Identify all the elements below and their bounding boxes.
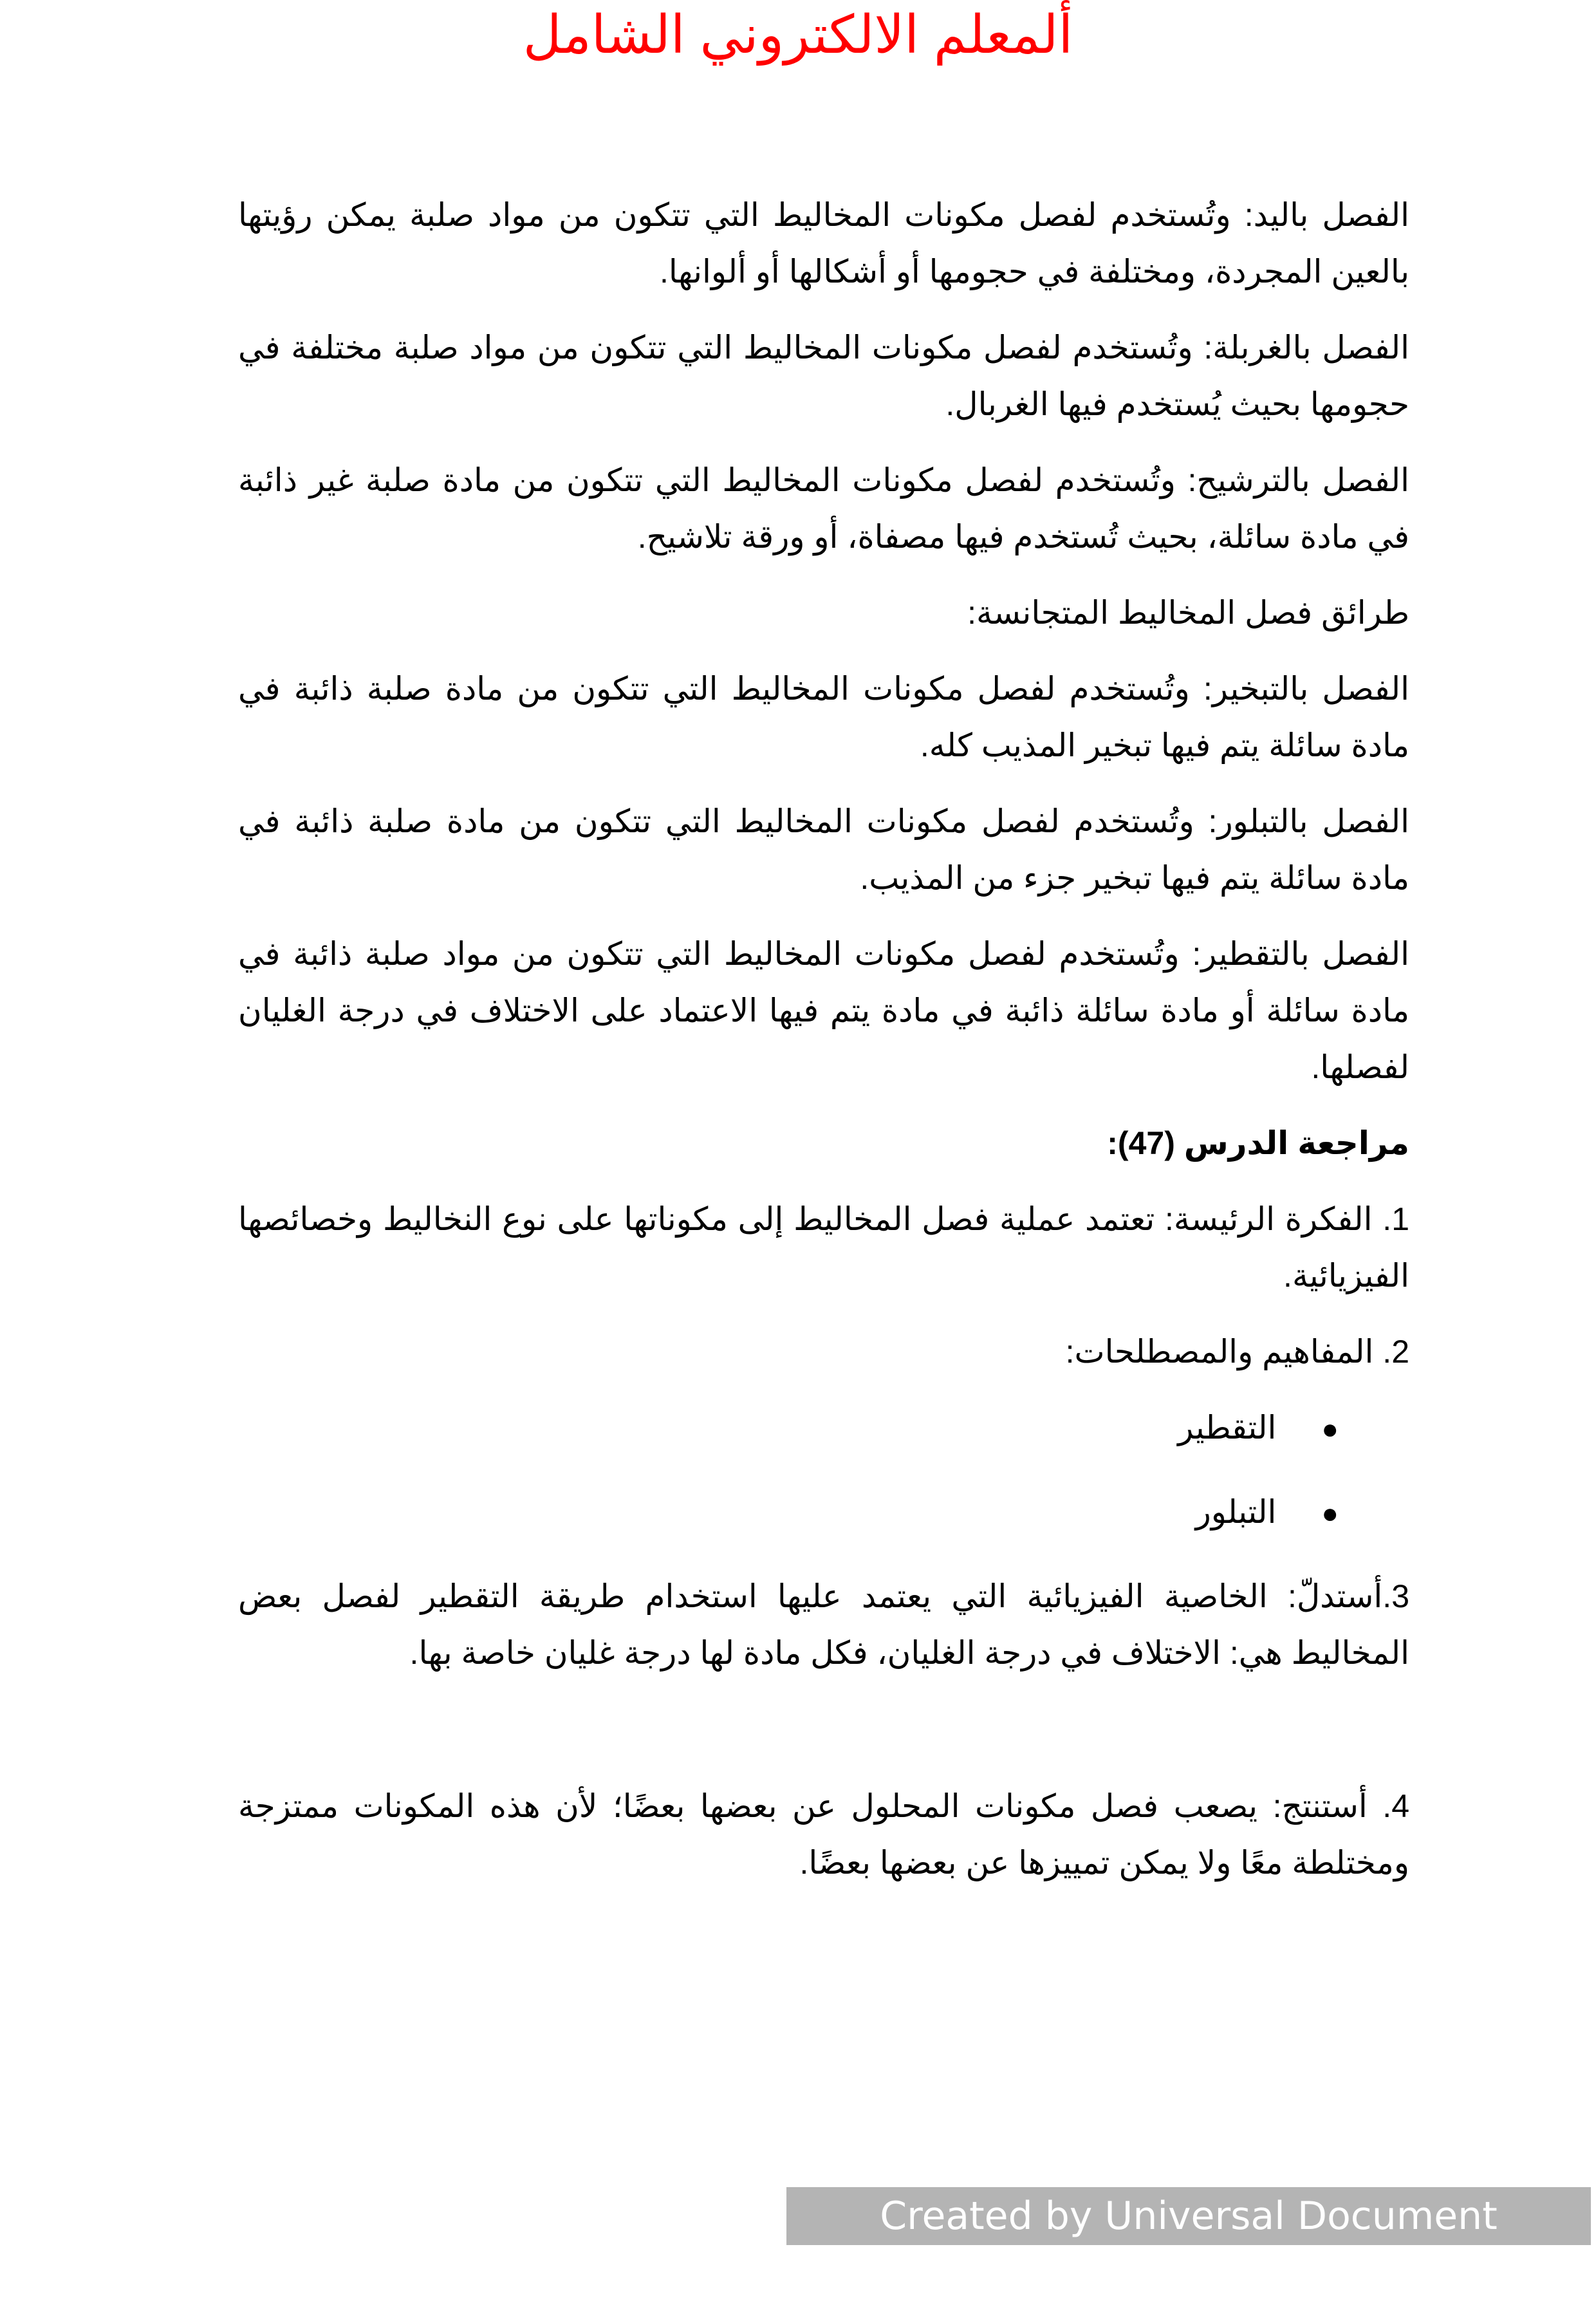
bullet-icon: ● — [1321, 1413, 1339, 1445]
page-title: ألمعلم الالكتروني الشامل — [523, 6, 1073, 64]
paragraph-crystallization: الفصل بالتبلور: وتُستخدم لفصل مكونات المخاليط التي تتكون من مادة صلبة ذائبة في مادة سائلة يتم فيها تبخير جزء من المذيب. — [238, 803, 1409, 896]
paragraph-filtration: الفصل بالترشيح: وتُستخدم لفصل مكونات المخاليط التي تتكون من مادة صلبة غير ذائبة في مادة سائلة، بحيث تُستخدم فيها مصفاة، أو ورقة تلاشيح. — [238, 462, 1409, 555]
watermark-banner: Created by Universal Document Converter — [786, 2187, 1591, 2245]
review-item-main-idea: 1. الفكرة الرئيسة: تعتمد عملية فصل المخاليط إلى مكوناتها على نوع النخاليط وخصائصها الفيزيائية. — [238, 1201, 1409, 1294]
review-item-infer: 3.أستدلّ: الخاصية الفيزيائية التي يعتمد عليها استخدام طريقة التقطير لفصل بعض المخاليط هي: الاختلاف في درجة الغليان، فكل مادة لها درجة غليان خاصة بها. — [238, 1578, 1409, 1671]
paragraph-sieving: الفصل بالغربلة: وتُستخدم لفصل مكونات المخاليط التي تتكون من مواد صلبة مختلفة في حجومها بحيث يُستخدم فيها الغربال. — [238, 330, 1409, 422]
list-item: ●التقطير — [238, 1399, 1339, 1458]
concepts-list — [238, 1399, 1409, 1542]
paragraph-evaporation: الفصل بالتبخير: وتُستخدم لفصل مكونات المخاليط التي تتكون من مادة صلبة ذائبة في مادة سائلة يتم فيها تبخير المذيب كله. — [238, 671, 1409, 763]
review-item-concepts: 2. المفاهيم والمصطلحات: — [1065, 1334, 1409, 1370]
review-item-conclude: 4. أستنتج: يصعب فصل مكونات المحلول عن بعضها بعضًا؛ لأن هذه المكونات ممتزجة ومختلطة معًا ولا يمكن تمييزها عن بعضها بعضًا. — [238, 1788, 1409, 1881]
document-body — [238, 187, 1409, 1910]
review-heading: مراجعة الدرس (47): — [1107, 1125, 1409, 1161]
list-item: ●التبلور — [238, 1484, 1339, 1542]
paragraph-homogeneous-methods-heading: طرائق فصل المخاليط المتجانسة: — [967, 595, 1409, 631]
bullet-icon: ● — [1321, 1498, 1339, 1529]
paragraph-distillation: الفصل بالتقطير: وتُستخدم لفصل مكونات المخاليط التي تتكون من مواد صلبة ذائبة في مادة سائلة أو مادة سائلة ذائبة في مادة يتم فيها الاعتماد على الاختلاف في درجة الغليان لفصلها. — [238, 936, 1409, 1085]
paragraph-hand-separation: الفصل باليد: وتُستخدم لفصل مكونات المخاليط التي تتكون من مواد صلبة يمكن رؤيتها بالعين المجردة، ومختلفة في حجومها أو أشكالها أو ألوانها. — [238, 197, 1409, 290]
